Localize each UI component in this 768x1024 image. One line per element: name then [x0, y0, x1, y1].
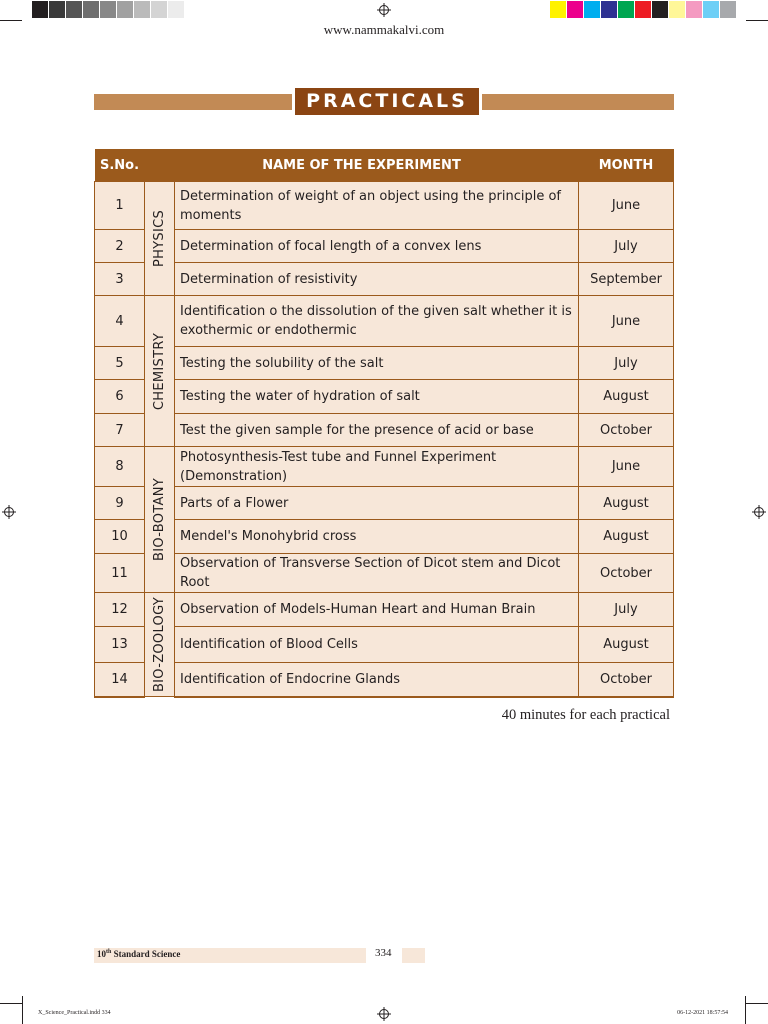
table-row	[95, 296, 674, 347]
site-url: www.nammakalvi.com	[323, 22, 445, 37]
color-swatch	[601, 1, 618, 18]
color-swatch	[100, 1, 117, 18]
color-swatch	[618, 1, 635, 18]
experiment-name-cell: Observation of Models-Human Heart and Human Brain	[175, 593, 579, 627]
subject-group-cell	[145, 182, 175, 296]
table-row	[95, 447, 674, 487]
color-swatch	[185, 1, 202, 18]
month-cell: July	[579, 230, 674, 263]
serial-number-cell: 13	[95, 627, 145, 663]
month-cell: October	[579, 663, 674, 697]
subject-group-cell	[145, 296, 175, 447]
month-cell: August	[579, 487, 674, 520]
color-swatch	[652, 1, 669, 18]
serial-number-cell: 5	[95, 347, 145, 380]
color-swatch	[168, 1, 185, 18]
month-cell: August	[579, 627, 674, 663]
crop-mark	[22, 996, 23, 1024]
table-row	[95, 593, 674, 627]
table-row	[95, 520, 674, 554]
duration-note: 40 minutes for each practical	[501, 707, 670, 723]
color-swatch	[134, 1, 151, 18]
experiment-name-cell: Testing the water of hydration of salt	[175, 380, 579, 414]
experiment-name-cell: Identification of Blood Cells	[175, 627, 579, 663]
color-swatch	[584, 1, 601, 18]
table-row	[95, 627, 674, 663]
crop-mark	[0, 1003, 22, 1004]
color-swatch	[567, 1, 584, 18]
subject-label: PHYSICS	[152, 209, 168, 268]
gray-calibration-swatches	[32, 1, 202, 19]
month-cell: June	[579, 182, 674, 230]
book-title: 10th Standard Science	[97, 949, 181, 959]
crop-mark	[0, 20, 22, 21]
color-swatch	[49, 1, 66, 18]
registration-mark-icon	[377, 1007, 391, 1021]
serial-number-cell: 12	[95, 593, 145, 627]
table-row	[95, 487, 674, 520]
file-slug: X_Science_Practical.indd 334	[38, 1010, 111, 1016]
subject-label: BIO-BOTANY	[152, 478, 167, 561]
subject-label: CHEMISTRY	[152, 332, 167, 410]
table-row	[95, 414, 674, 447]
color-swatch	[703, 1, 720, 18]
month-cell: June	[579, 296, 674, 347]
table-row	[95, 230, 674, 263]
table-row	[95, 663, 674, 697]
experiment-name-cell: Determination of focal length of a convex lens	[175, 230, 579, 263]
experiment-name-cell: Determination of weight of an object using the principle of moments	[175, 182, 579, 230]
serial-number-cell: 14	[95, 663, 145, 697]
serial-number-cell: 4	[95, 296, 145, 347]
month-cell: October	[579, 554, 674, 593]
color-swatch	[720, 1, 737, 18]
page-title: PRACTICALS	[292, 88, 482, 115]
month-cell: August	[579, 520, 674, 554]
experiment-name-cell: Test the given sample for the presence of acid or base	[175, 414, 579, 447]
column-header-month: MONTH	[579, 149, 674, 182]
crop-mark	[745, 996, 746, 1024]
registration-mark-icon	[2, 505, 16, 519]
table-row	[95, 263, 674, 296]
serial-number-cell: 3	[95, 263, 145, 296]
color-calibration-swatches	[550, 1, 737, 19]
color-swatch	[83, 1, 100, 18]
experiment-name-cell: Testing the solubility of the salt	[175, 347, 579, 380]
date-slug: 06-12-2021 18:57:54	[677, 1010, 728, 1016]
experiment-name-cell: Identification of Endocrine Glands	[175, 663, 579, 697]
crop-mark	[746, 1003, 768, 1004]
experiment-name-cell: Parts of a Flower	[175, 487, 579, 520]
color-swatch	[32, 1, 49, 18]
serial-number-cell: 11	[95, 554, 145, 593]
page-number: 334	[375, 947, 392, 959]
practicals-table	[94, 149, 674, 698]
color-swatch	[669, 1, 686, 18]
month-cell: September	[579, 263, 674, 296]
month-cell: July	[579, 347, 674, 380]
color-swatch	[686, 1, 703, 18]
experiment-name-cell: Observation of Transverse Section of Dicot stem and Dicot Root	[175, 554, 579, 593]
month-cell: August	[579, 380, 674, 414]
table-row	[95, 347, 674, 380]
serial-number-cell: 6	[95, 380, 145, 414]
subject-group-cell	[145, 447, 175, 593]
color-swatch	[151, 1, 168, 18]
color-swatch	[550, 1, 567, 18]
column-header-experiment: NAME OF THE EXPERIMENT	[145, 149, 579, 182]
serial-number-cell: 1	[95, 182, 145, 230]
color-swatch	[66, 1, 83, 18]
month-cell: July	[579, 593, 674, 627]
table-row	[95, 380, 674, 414]
month-cell: June	[579, 447, 674, 487]
experiment-name-cell: Photosynthesis-Test tube and Funnel Experiment (Demonstration)	[175, 447, 579, 487]
color-swatch	[117, 1, 134, 18]
registration-mark-icon	[752, 505, 766, 519]
serial-number-cell: 2	[95, 230, 145, 263]
color-swatch	[635, 1, 652, 18]
column-header-sno: S.No.	[95, 149, 145, 182]
table-row	[95, 554, 674, 593]
subject-group-cell	[145, 593, 175, 697]
month-cell: October	[579, 414, 674, 447]
experiment-name-cell: Identification o the dissolution of the given salt whether it is exothermic or endothermic	[175, 296, 579, 347]
experiment-name-cell: Mendel's Monohybrid cross	[175, 520, 579, 554]
footer-box	[402, 948, 425, 963]
experiment-name-cell: Determination of resistivity	[175, 263, 579, 296]
table-header-row	[95, 149, 674, 182]
subject-label: BIO-ZOOLOGY	[152, 596, 167, 693]
serial-number-cell: 9	[95, 487, 145, 520]
registration-mark-icon	[377, 3, 391, 17]
crop-mark	[746, 20, 768, 21]
serial-number-cell: 7	[95, 414, 145, 447]
serial-number-cell: 8	[95, 447, 145, 487]
serial-number-cell: 10	[95, 520, 145, 554]
table-row	[95, 182, 674, 230]
